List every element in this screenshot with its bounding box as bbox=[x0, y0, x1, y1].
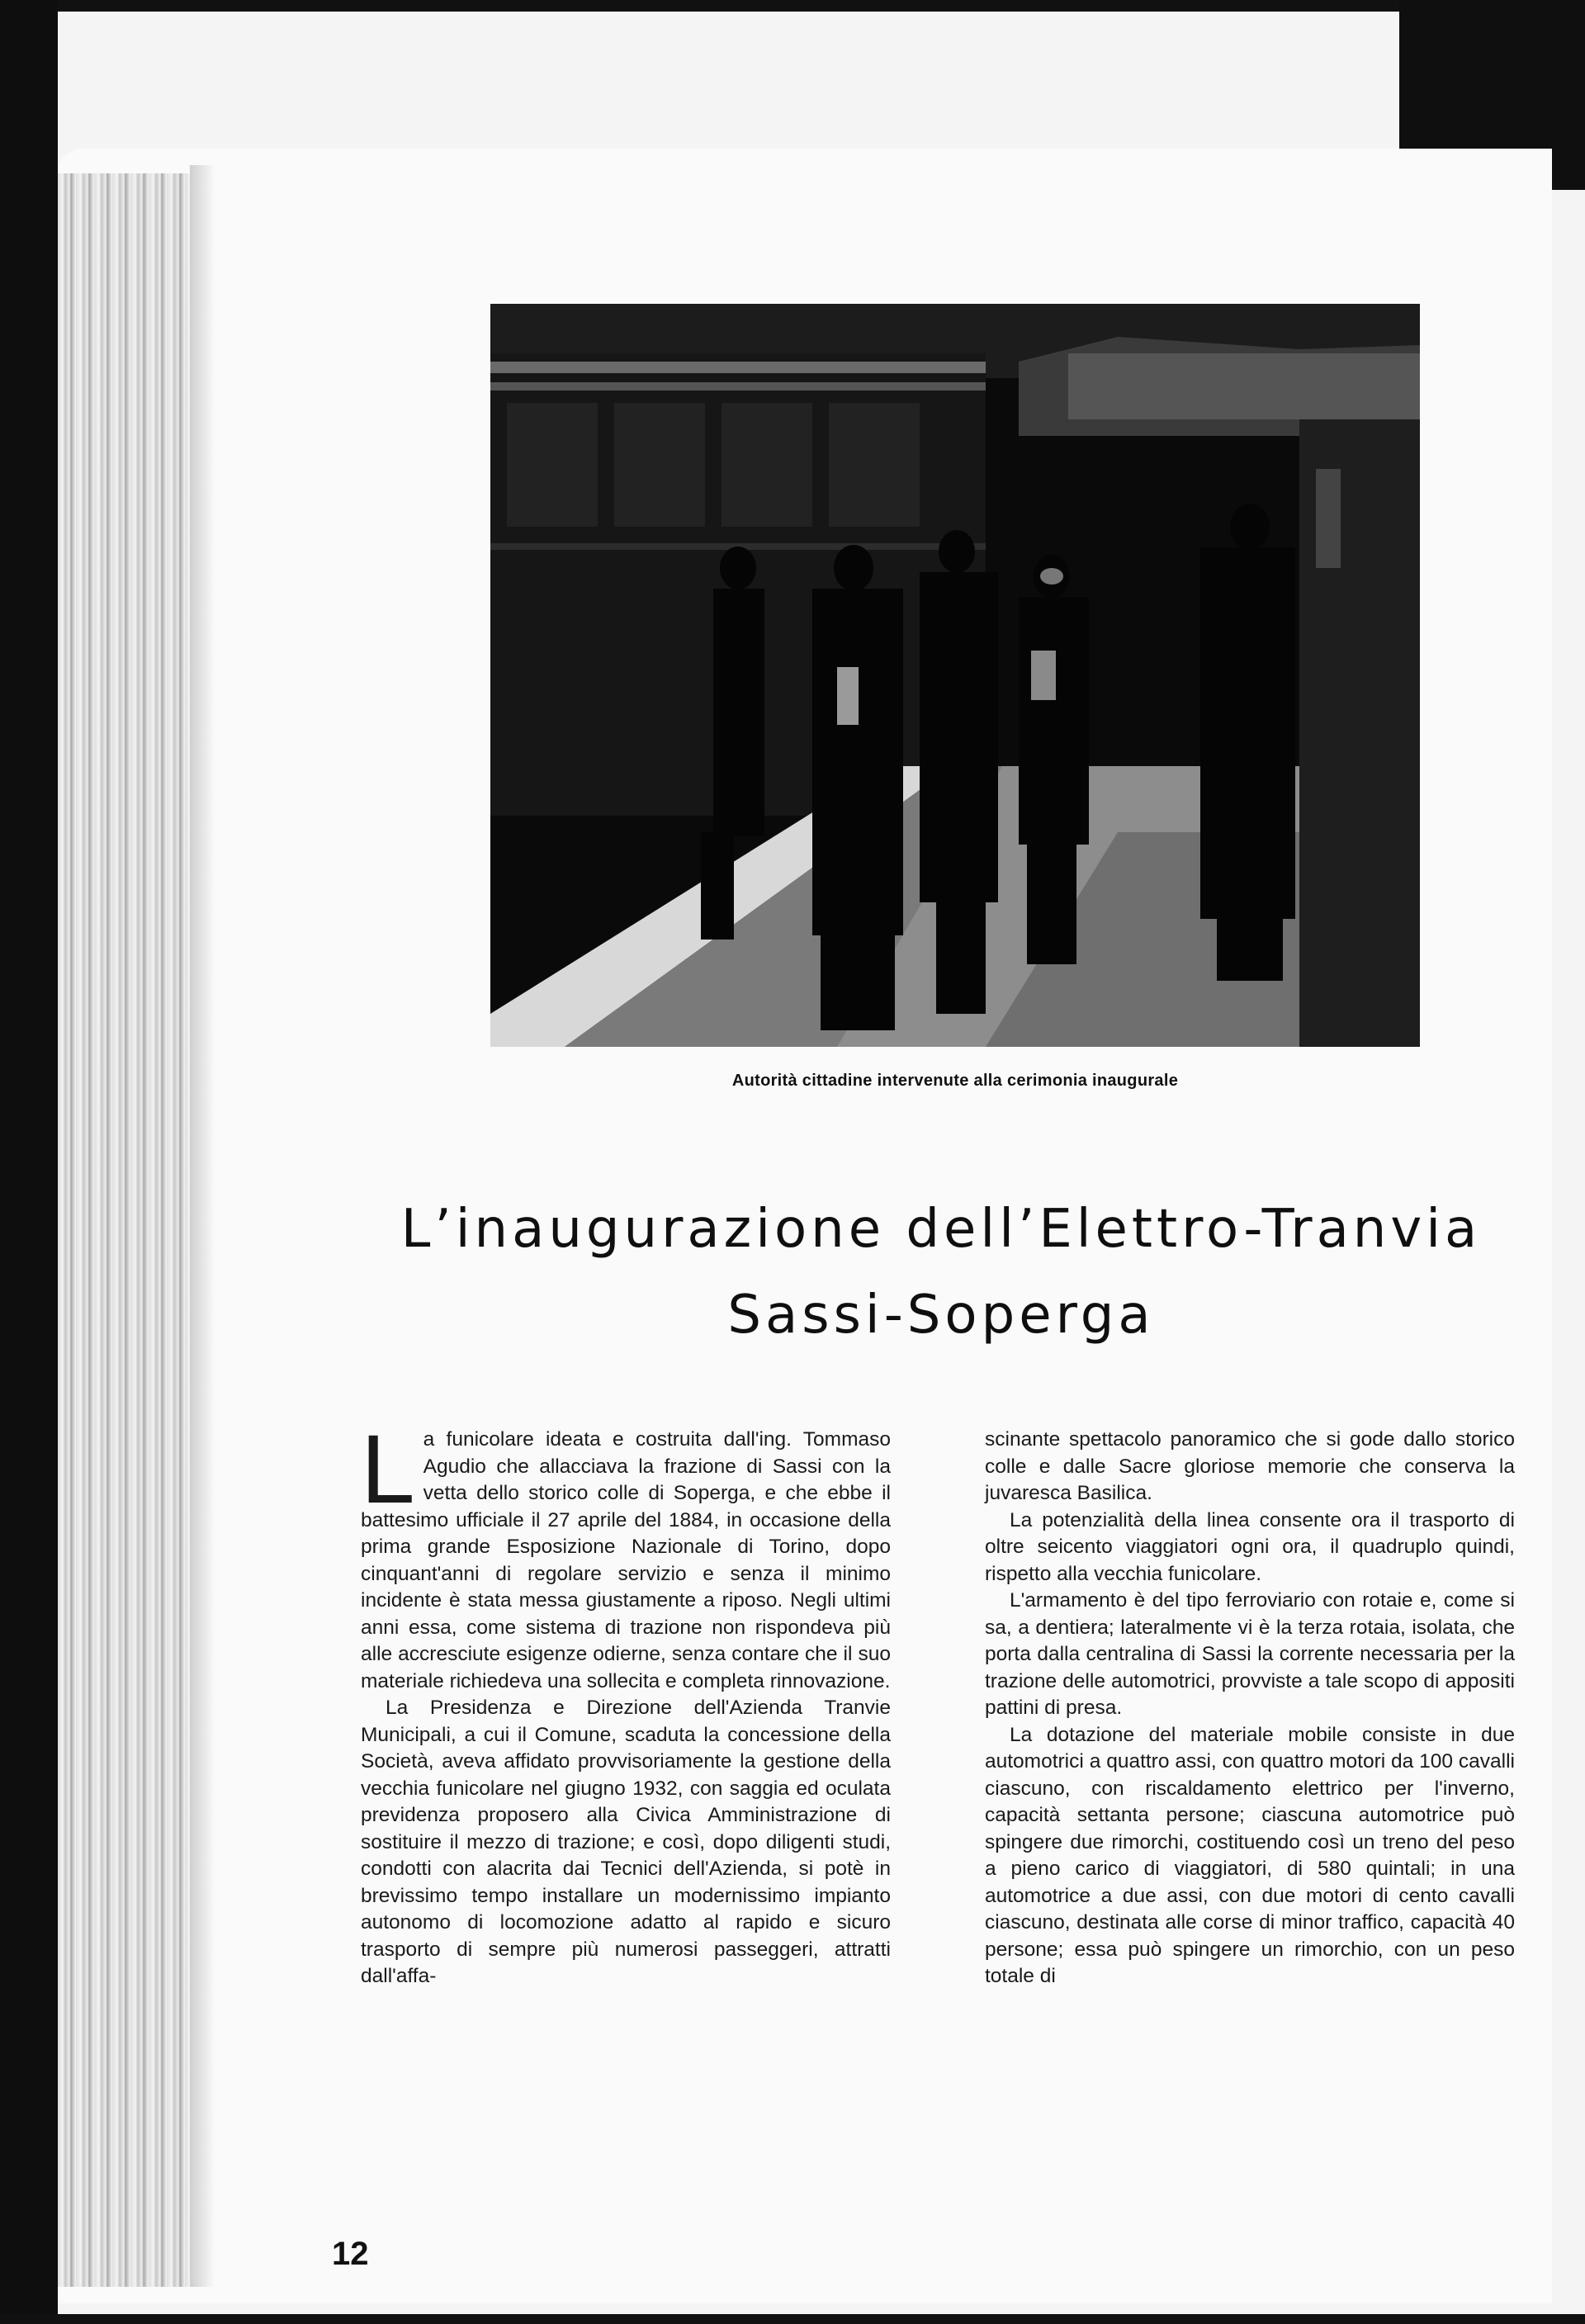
article-title-line2: Sassi-Soperga bbox=[727, 1285, 1155, 1346]
paragraph: La potenzialità della linea consente ora il trasporto di oltre seicento viaggiatori ogni ora, il quadruplo quindi, rispetto alla vecchia funicolare. bbox=[985, 1508, 1515, 1585]
photo-caption: Autorità cittadine intervenute alla cerimonia inaugurale bbox=[731, 1072, 1179, 1090]
paragraph: La dotazione del materiale mobile consiste in due automotrici a quattro assi, con quattro motori da 100 cavalli ciascuno, con riscaldamento elettrico per l'inverno, capacità settanta persone; ciascuna automotrice può spingere due rimorchi, costituendo così un treno del peso a pieno carico di viaggiatori, di 580 quintali; in una automotrice a due assi, con due motori di cento cavalli ciascuno, destinata alle corse di minor traffico, capacità 40 persone; essa può spingere un rimorchio, con un peso totale di bbox=[985, 1723, 1515, 1987]
scan-left-border bbox=[0, 0, 58, 2324]
scan-top-border bbox=[0, 0, 1585, 12]
paragraph: scinante spettacolo panoramico che si gode dallo storico colle e dalle Sacre gloriose memorie che conserva la juvaresca Basilica. bbox=[985, 1428, 1515, 1504]
drop-cap: L bbox=[361, 1415, 415, 1524]
scan-bottom-border bbox=[0, 2314, 1585, 2324]
article-left-column bbox=[361, 1415, 891, 1990]
page-gutter-shadow bbox=[190, 165, 215, 2287]
paragraph bbox=[361, 1415, 891, 1695]
inauguration-photo bbox=[490, 304, 1420, 1047]
article-title-line1: L’inaugurazione dell’Elettro-Tranvia bbox=[400, 1199, 1482, 1260]
page-number: 12 bbox=[332, 2236, 369, 2272]
paragraph: La Presidenza e Direzione dell'Azienda Tranvie Municipali, a cui il Comune, scaduta la concessione della Società, aveva affidato provvisoriamente la gestione della vecchia funicolare nel giugno 1932, con saggia ed oculata previdenza proposero alla Civica Amministrazione di sostituire il mezzo di trazione; e così, dopo diligenti studi, condotti con alacrita dai Tecnici dell'Azienda, si potè in brevissimo tempo installare un modernissimo impianto autonomo di locomozione adatto al rapido e sicuro trasporto di sempre più numerosi passeggeri, attratti dall'affa- bbox=[361, 1697, 891, 1987]
paragraph-text: a funicolare ideata e costruita dall'ing. Tommaso Agudio che allacciava la frazione di Sassi con la vetta dello storico colle di Soperga, e che ebbe il battesimo ufficiale il 27 aprile del 1884, in occasione della prima grande Esposizione Nazionale di Torino, dopo cinquant'anni di regolare servizio e senza il minimo incidente è stata messa giustamente a riposo. Negli ultimi anni essa, come sistema di trazione non rispondeva più alle accresciute esigenze odierne, senza contare che il suo materiale richiedeva una sollecita e completa rinnovazione. bbox=[361, 1428, 891, 1692]
article-right-column bbox=[985, 1427, 1515, 1990]
paragraph: L'armamento è del tipo ferroviario con rotaie e, come si sa, a dentiera; lateralmente vi è la terza rotaia, isolata, che porta dalla centralina di Sassi la corrente necessaria per la trazione delle automotrici, provviste a tale scopo di appositi pattini di presa. bbox=[985, 1589, 1515, 1719]
